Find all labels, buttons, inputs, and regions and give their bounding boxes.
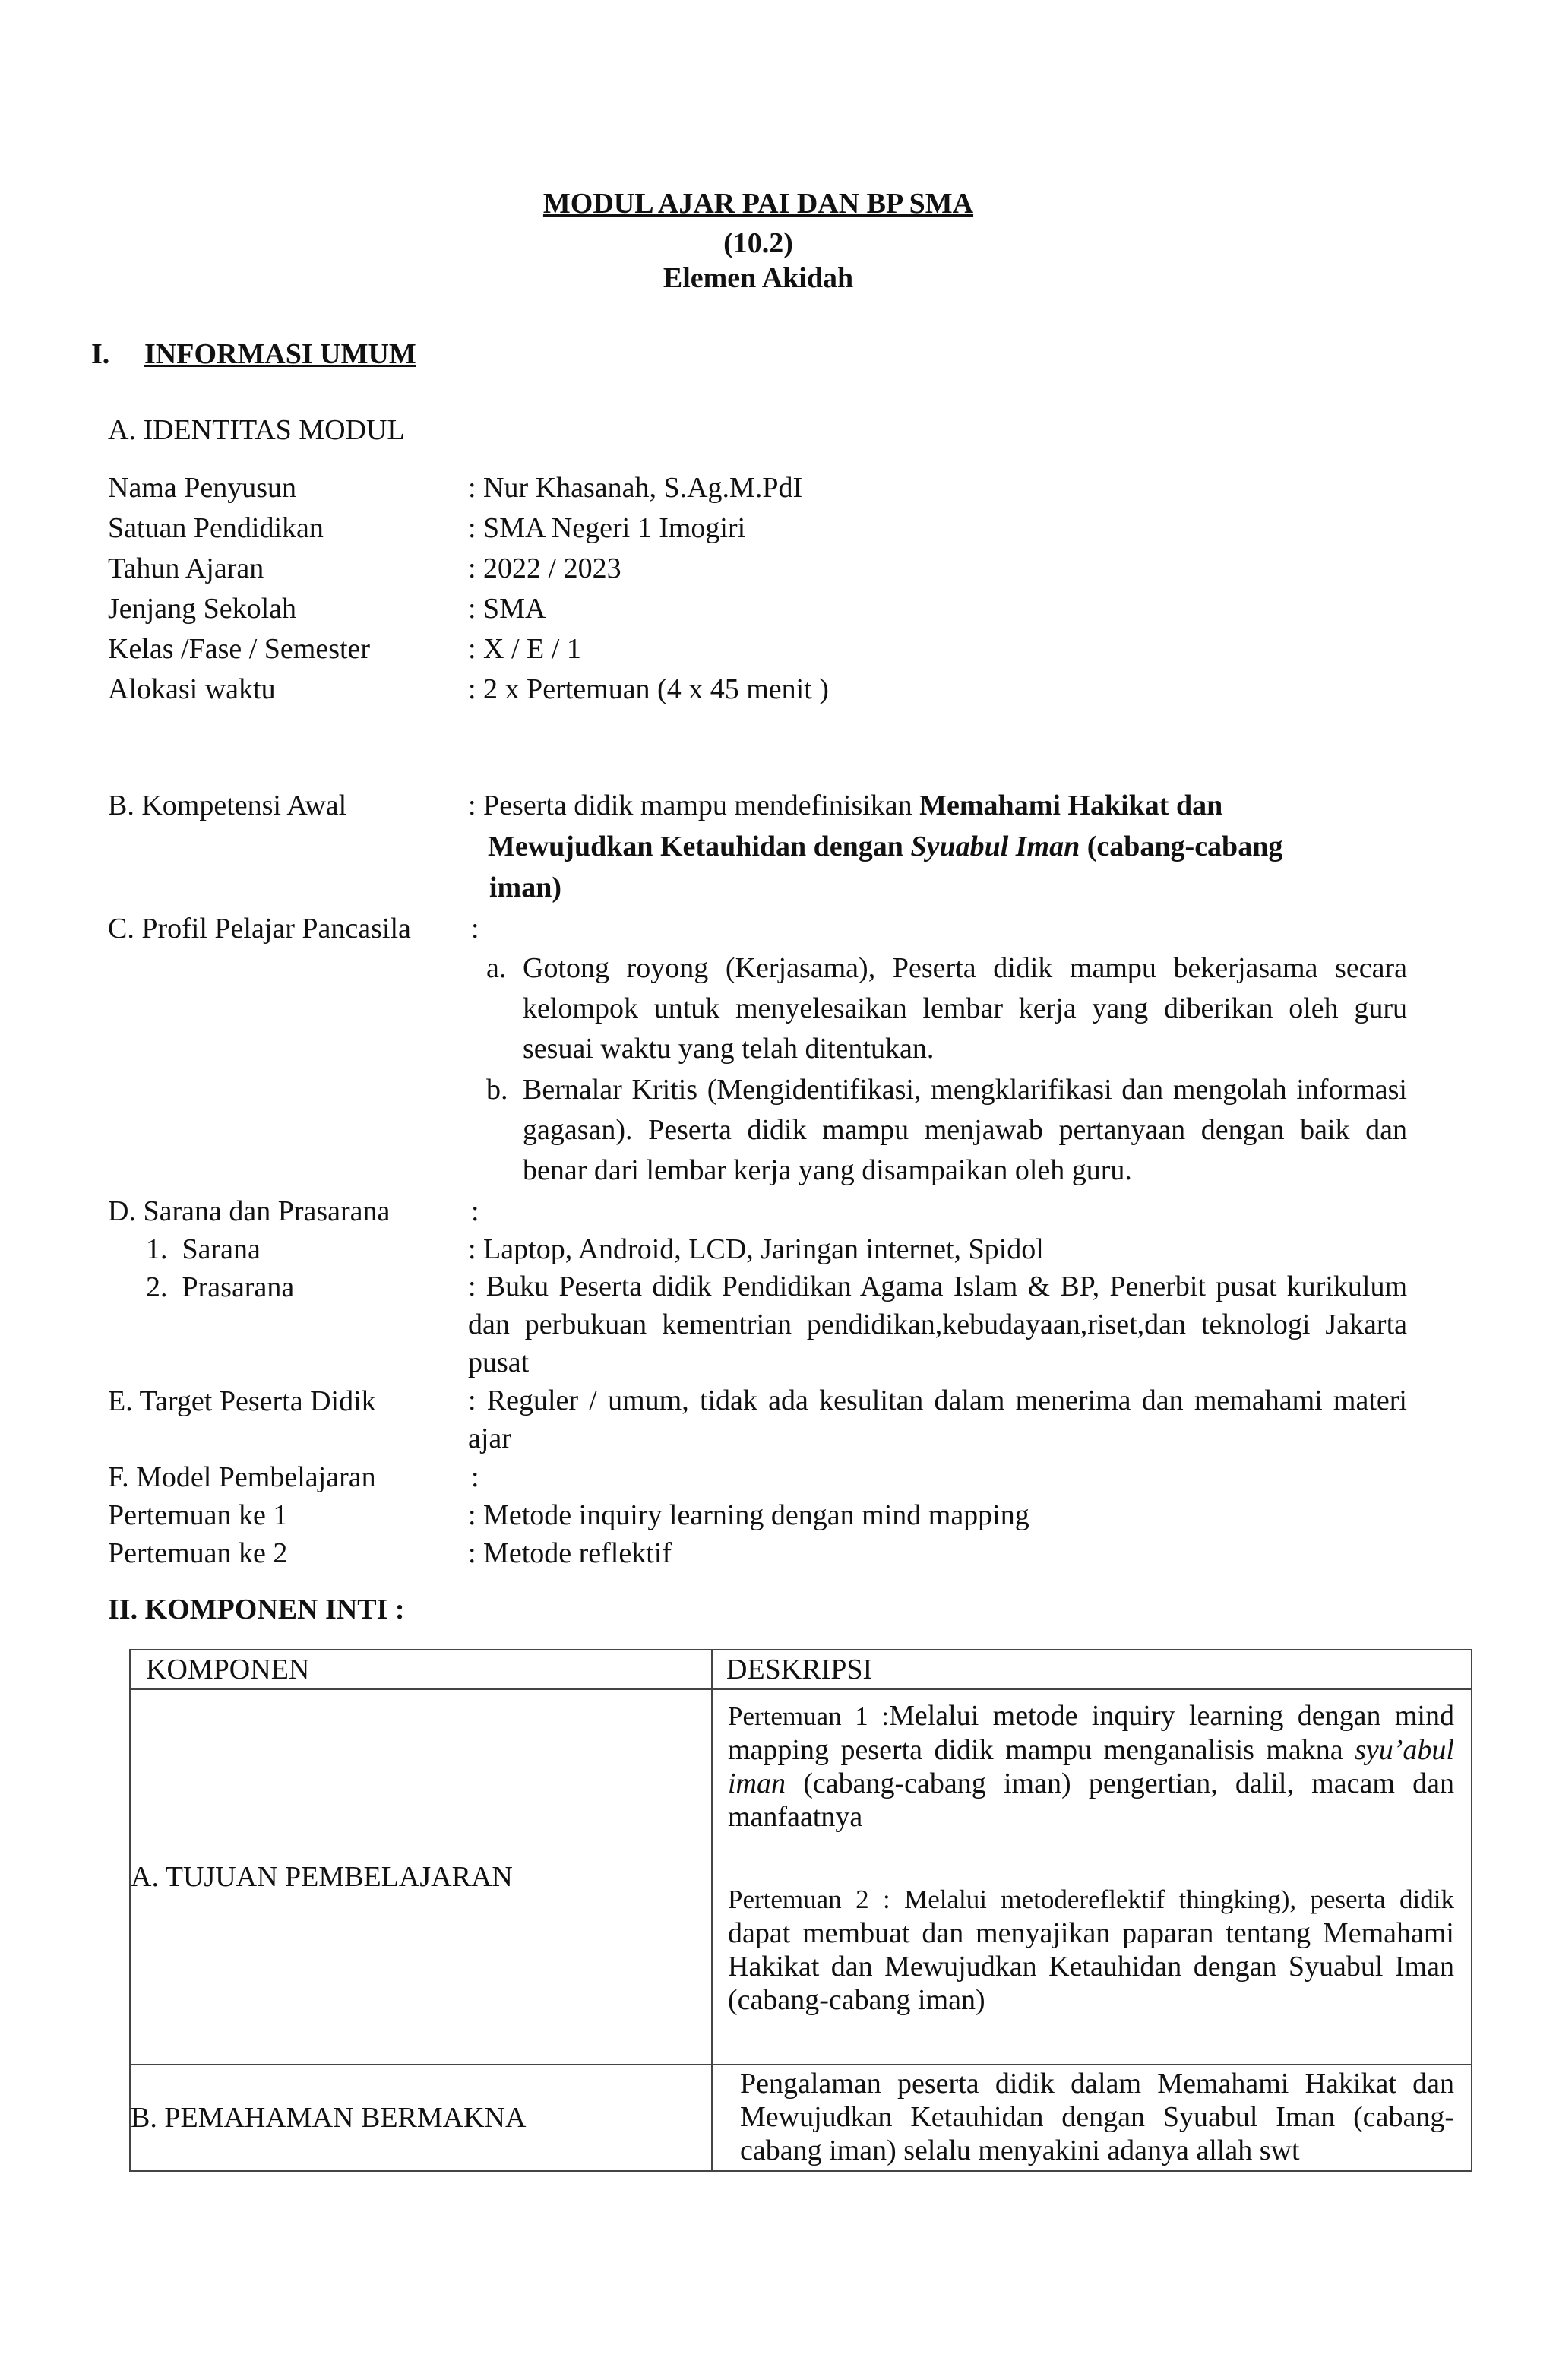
table-row — [130, 1689, 1472, 2065]
table-cell — [130, 2065, 712, 2171]
table-header-cell — [130, 1650, 712, 1689]
identitas-value: : 2 x Pertemuan (4 x 45 menit ) — [468, 673, 829, 705]
pertemuan-text: (cabang-cabang iman) pengertian, dalil, macam dan manfaatnya — [728, 1768, 1454, 1833]
table-cell — [130, 1689, 712, 2065]
model-colon: : — [471, 1461, 479, 1493]
pertemuan-lead: Pertemuan 1 : — [728, 1701, 890, 1731]
model-label: F. Model Pembelajaran — [108, 1461, 376, 1493]
header-komponen: KOMPONEN — [146, 1654, 310, 1685]
profil-item: Bernalar Kritis (Mengidentifikasi, mengklarifikasi dan mengolah informasi gagasan). Peserta didik mampu menjawab pertanyaan dengan baik dan benar dari lembar kerja yang disampaikan oleh guru. — [523, 1074, 1407, 1186]
pertemuan-value: : Metode reflektif — [468, 1537, 672, 1569]
identitas-label: Jenjang Sekolah — [108, 593, 297, 625]
identitas-value: : Nur Khasanah, S.Ag.M.PdI — [468, 472, 803, 504]
komponen-table — [129, 1649, 1472, 2172]
table-cell — [712, 1689, 1472, 2065]
table-cell — [712, 2065, 1472, 2171]
pertemuan-label: Pertemuan ke 1 — [108, 1499, 288, 1531]
sarana-colon: : — [471, 1195, 479, 1227]
pemahaman-text: Pengalaman peserta didik dalam Memahami Hakikat dan Mewujudkan Ketauhidan dengan Syuabul Iman (cabang-cabang iman) selalu menyakini adanya allah swt — [740, 2068, 1454, 2166]
section-number: I. — [91, 338, 110, 370]
prasarana-text: : Buku Peserta didik Pendidikan Agama Islam & BP, Penerbit pusat kurikulum dan perbukuan kementrian pendidikan,kebudayaan,riset,dan teknologi Jakarta pusat — [468, 1271, 1407, 1378]
pertemuan-label: Pertemuan ke 2 — [108, 1537, 288, 1569]
sarana-item-label: 1. Sarana — [146, 1233, 261, 1265]
tujuan-pertemuan-2 — [713, 1834, 1471, 2017]
section-title: II. KOMPONEN INTI : — [108, 1594, 405, 1625]
table-header-row — [130, 1650, 1472, 1689]
profil-marker: a. — [486, 952, 507, 984]
prasarana-item-label: 2. Prasarana — [146, 1271, 295, 1303]
identitas-value: : X / E / 1 — [468, 633, 581, 665]
kompetensi-line2 — [488, 827, 1282, 866]
pertemuan-lead: Pertemuan 2 : Melalui metodereflektif thingking), peserta didik — [728, 1885, 1454, 1914]
kompetensi-bold: (cabang-cabang — [1080, 831, 1283, 862]
identitas-label: Kelas /Fase / Semester — [108, 633, 371, 665]
document-code: (10.2) — [723, 227, 793, 259]
identitas-label: Satuan Pendidikan — [108, 512, 324, 544]
row-label: A. TUJUAN PEMBELAJARAN — [131, 1861, 513, 1893]
kompetensi-prefix: : Peserta didik mampu mendefinisikan — [468, 790, 920, 821]
section-title: INFORMASI UMUM — [144, 338, 416, 370]
profil-label: C. Profil Pelajar Pancasila — [108, 913, 411, 945]
pertemuan-text: Melalui metode inquiry learning dengan mind mapping peserta didik mampu menganalisis makna — [728, 1700, 1454, 1766]
kompetensi-line3: iman) — [489, 872, 561, 904]
identitas-value: : 2022 / 2023 — [468, 552, 621, 584]
target-value: : Reguler / umum, tidak ada kesulitan dalam menerima dan memahami materi ajar — [468, 1385, 1407, 1454]
identitas-heading: A. IDENTITAS MODUL — [108, 414, 405, 446]
sarana-item-value: : Laptop, Android, LCD, Jaringan internet, Spidol — [468, 1233, 1044, 1265]
pertemuan-value: : Metode inquiry learning dengan mind mapping — [468, 1499, 1029, 1531]
kompetensi-label: B. Kompetensi Awal — [108, 790, 347, 821]
pertemuan-italic: syu’abul iman — [728, 1734, 1454, 1799]
kompetensi-italic: Syuabul Iman — [910, 831, 1080, 862]
identitas-value: : SMA — [468, 593, 546, 625]
profil-item: Gotong royong (Kerjasama), Peserta didik mampu bekerjasama secara kelompok untuk menyelesaikan lembar kerja yang diberikan oleh guru sesuai waktu yang telah ditentukan. — [523, 952, 1407, 1065]
kompetensi-bold: Mewujudkan Ketauhidan dengan — [488, 831, 911, 862]
identitas-label: Tahun Ajaran — [108, 552, 264, 584]
pertemuan-text: dapat membuat dan menyajikan paparan tentang Memahami Hakikat dan Mewujudkan Ketauhidan dengan Syuabul Iman (cabang-cabang iman) — [728, 1917, 1454, 2016]
table-header-cell — [712, 1650, 1472, 1689]
document-element: Elemen Akidah — [663, 262, 854, 294]
table-row — [130, 2065, 1472, 2171]
kompetensi-line1 — [468, 786, 1222, 825]
tujuan-pertemuan-1 — [713, 1690, 1471, 1834]
document-title: MODUL AJAR PAI DAN BP SMA — [542, 188, 974, 220]
kompetensi-bold: Memahami Hakikat dan — [919, 790, 1223, 821]
header-deskripsi: DESKRIPSI — [726, 1654, 873, 1685]
profil-marker: b. — [486, 1074, 508, 1106]
prasarana-item-value — [468, 1268, 1407, 1381]
target-label: E. Target Peserta Didik — [108, 1385, 376, 1417]
row-label: B. PEMAHAMAN BERMAKNA — [131, 2102, 527, 2134]
profil-colon: : — [471, 913, 479, 945]
identitas-value: : SMA Negeri 1 Imogiri — [468, 512, 746, 544]
identitas-label: Nama Penyusun — [108, 472, 297, 504]
identitas-label: Alokasi waktu — [108, 673, 276, 705]
sarana-label: D. Sarana dan Prasarana — [108, 1195, 391, 1227]
